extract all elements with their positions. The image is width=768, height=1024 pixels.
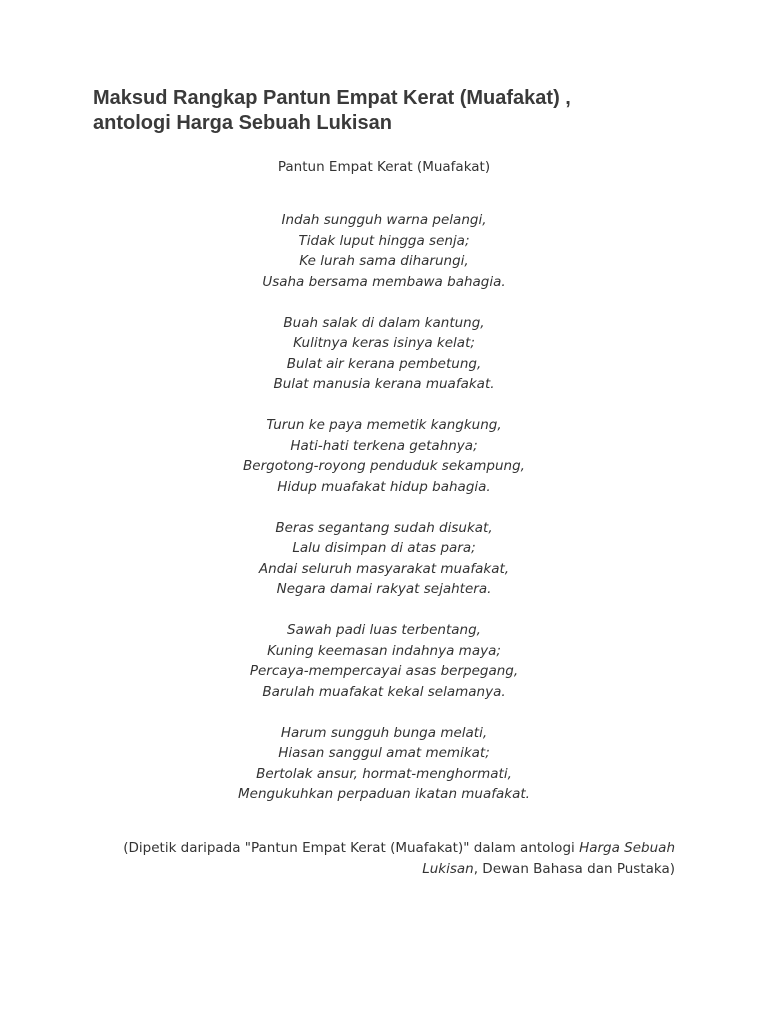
citation-book-title: Harga Sebuah — [579, 840, 675, 856]
poem-subtitle: Pantun Empat Kerat (Muafakat) — [277, 159, 491, 175]
poem-line: Mengukuhkan perpaduan ikatan muafakat. — [238, 786, 530, 802]
poem-line: Buah salak di dalam kantung, — [283, 314, 485, 331]
poem-line: Turun ke paya memetik kangkung, — [266, 417, 502, 433]
source-citation — [100, 838, 675, 880]
poem-line: Kulitnya keras isinya kelat; — [293, 335, 475, 351]
title-line-2: antologi Harga Sebuah Lukisan — [93, 112, 392, 134]
poem-line: Kuning keemasan indahnya maya; — [267, 642, 501, 659]
poem-line: Negara damai rakyat sejahtera. — [276, 581, 492, 597]
poem-line: Bulat air kerana pembetung, — [286, 355, 482, 372]
poem-line: Hiasan sanggul amat memikat; — [278, 745, 490, 761]
poem-body — [0, 210, 768, 825]
poem-line: Tidak luput hingga senja; — [298, 232, 470, 249]
title-line-1: Maksud Rangkap Pantun Empat Kerat (Muafakat) , — [93, 87, 571, 109]
poem-line: Ke lurah sama diharungi, — [299, 253, 469, 269]
poem-line: Bulat manusia kerana muafakat. — [273, 376, 495, 392]
stanza — [0, 313, 768, 395]
poem-line: Barulah muafakat kekal selamanya. — [262, 683, 506, 700]
poem-line: Usaha bersama membawa bahagia. — [262, 273, 506, 290]
citation-prefix: (Dipetik daripada "Pantun Empat Kerat (Muafakat)" dalam antologi — [123, 840, 580, 856]
stanza — [0, 415, 768, 497]
poem-line: Lalu disimpan di atas para; — [292, 540, 476, 556]
poem-line: Percaya-mempercayai asas berpegang, — [249, 663, 519, 679]
poem-line: Harum sungguh bunga melati, — [280, 724, 488, 741]
poem-line: Hati-hati terkena getahnya; — [290, 437, 478, 454]
poem-line: Bergotong-royong penduduk sekampung, — [243, 458, 525, 474]
page-title — [93, 86, 693, 136]
poem-line: Sawah padi luas terbentang, — [287, 622, 481, 638]
stanza — [0, 723, 768, 805]
stanza — [0, 518, 768, 600]
poem-line: Beras segantang sudah disukat, — [275, 519, 493, 536]
poem-line: Indah sungguh warna pelangi, — [281, 212, 487, 228]
stanza — [0, 210, 768, 292]
stanza — [0, 620, 768, 702]
citation-suffix: , Dewan Bahasa dan Pustaka) — [473, 861, 675, 877]
poem-line: Andai seluruh masyarakat muafakat, — [258, 560, 510, 577]
poem-line: Bertolak ansur, hormat-menghormati, — [256, 765, 512, 782]
citation-book-title: Lukisan — [422, 861, 474, 877]
poem-line: Hidup muafakat hidup bahagia. — [277, 478, 491, 495]
